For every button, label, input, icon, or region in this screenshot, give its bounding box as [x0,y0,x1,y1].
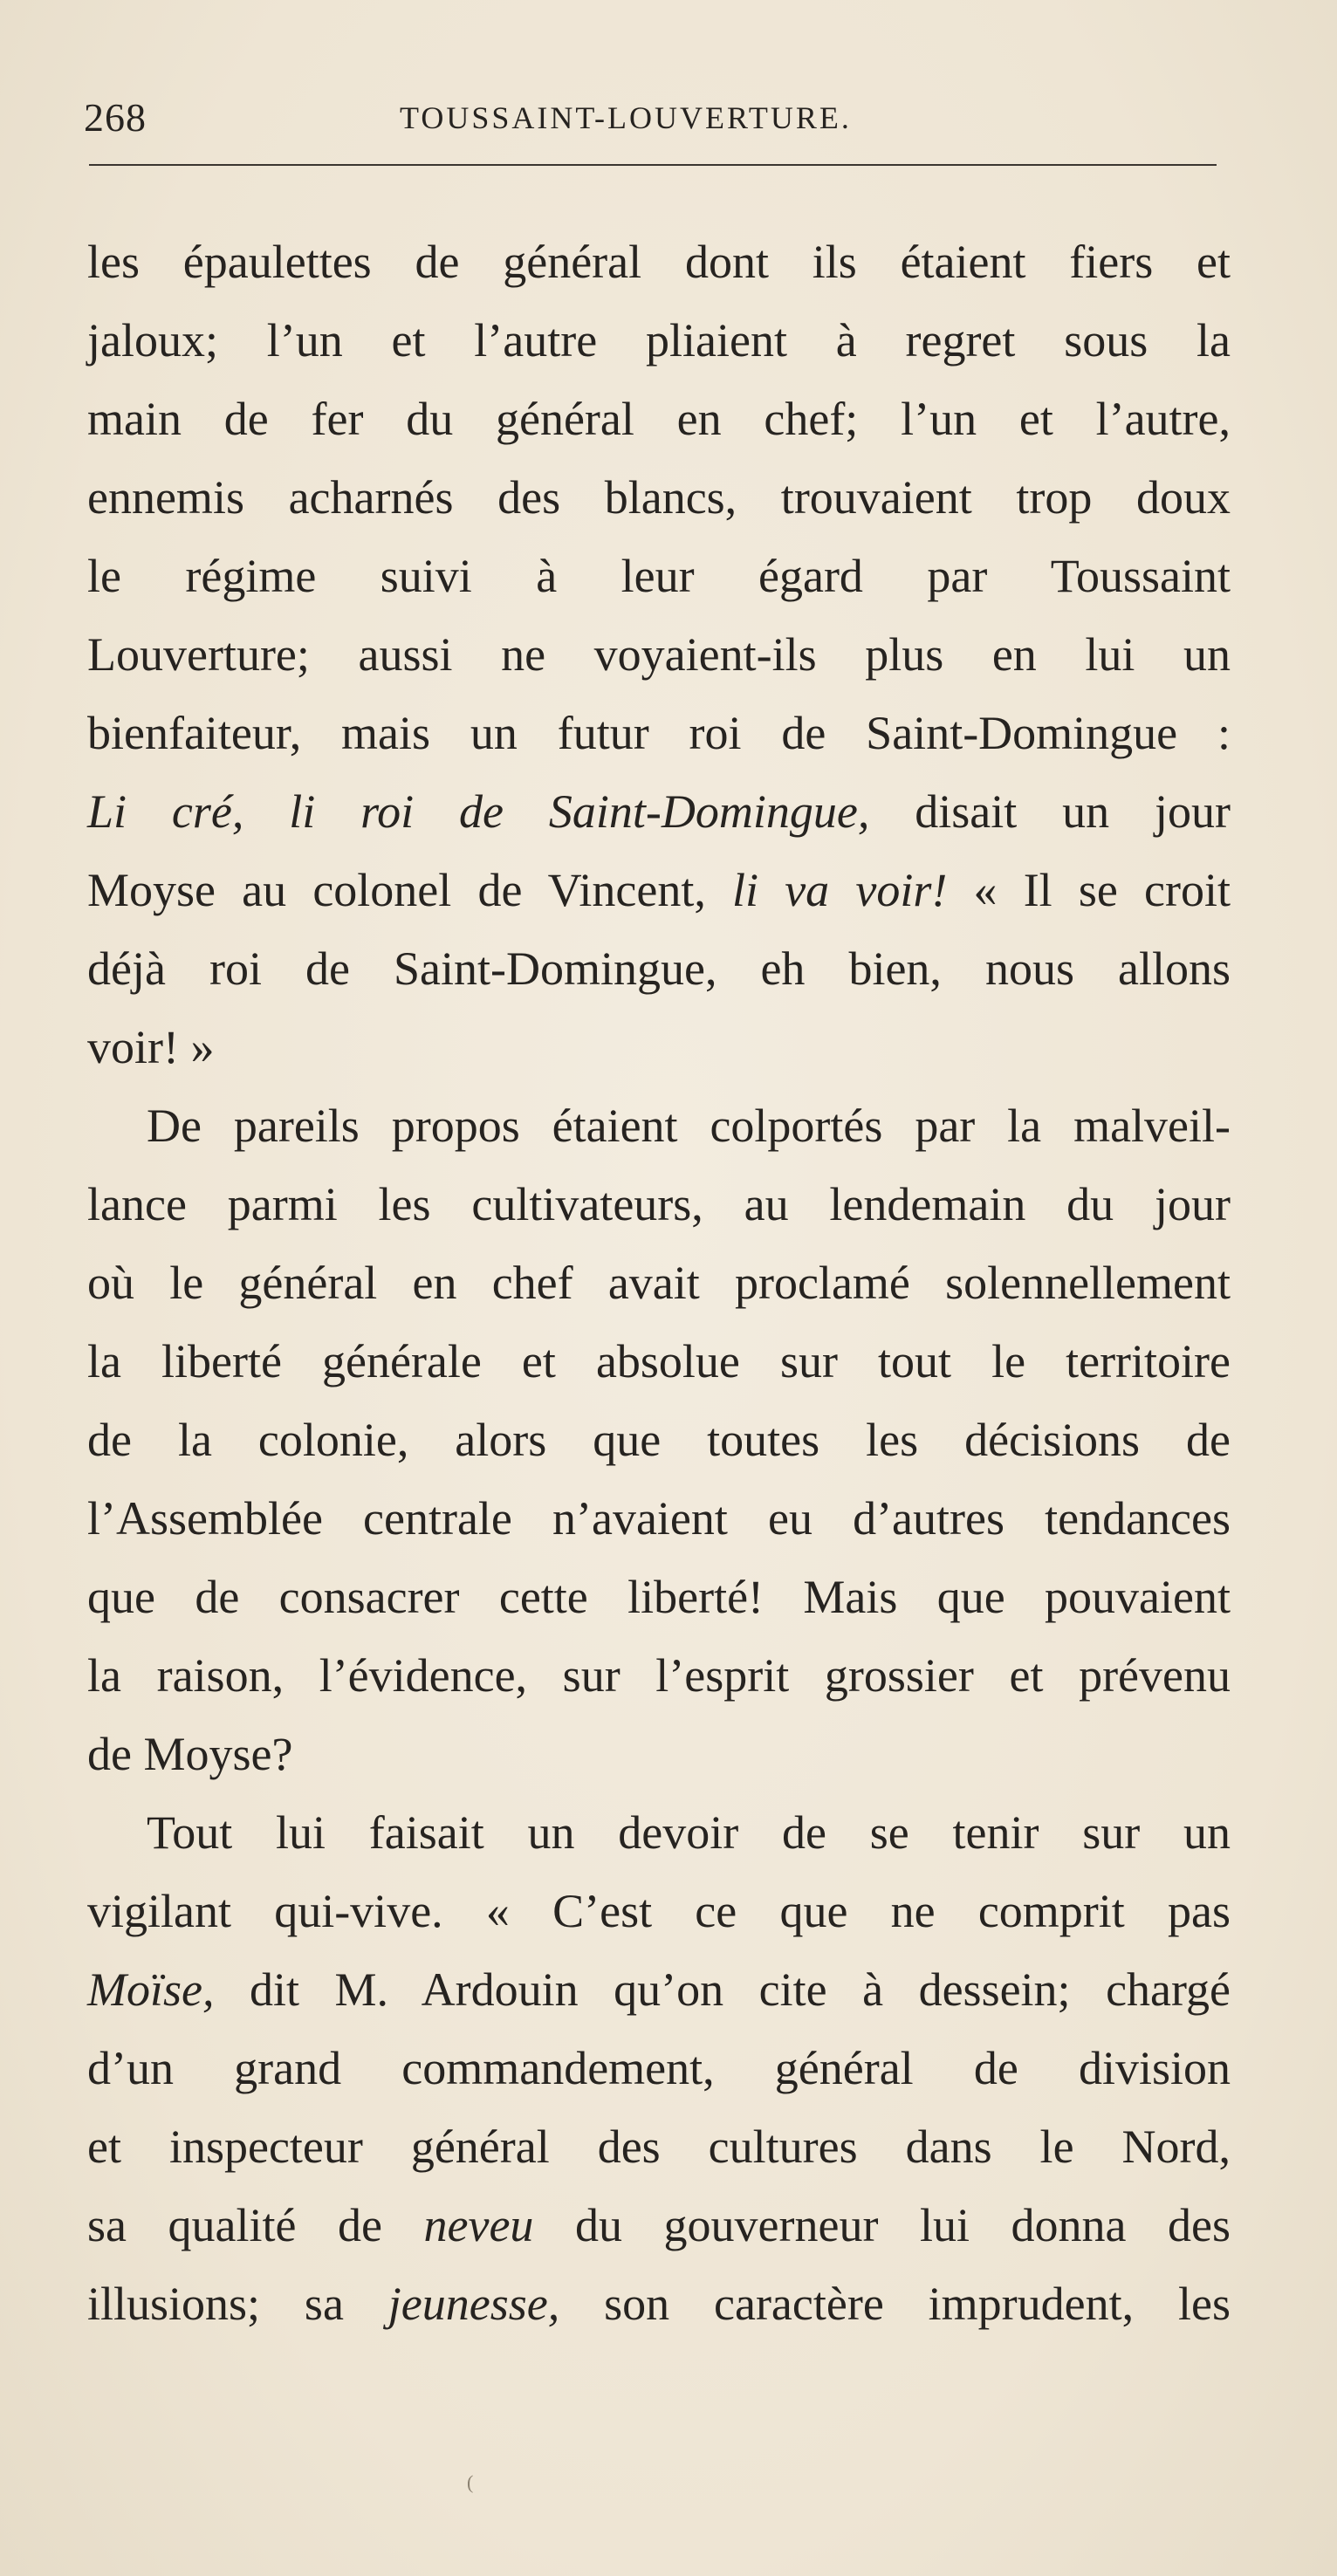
italic-text-segment: Li cré, li roi de Saint-Domingue, [87,785,870,838]
text-segment: illusions; sa [87,2278,388,2330]
text-segment: voir! » [87,1021,215,1073]
text-segment: Tout lui faisait un devoir de se tenir sur un [147,1806,1231,1859]
text-line [87,1636,1231,1715]
text-segment: de la colonie, alors que toutes les décisions de [87,1414,1231,1466]
text-line [87,1322,1231,1401]
text-line [87,2264,1231,2343]
body-text [87,223,1231,2343]
text-segment: jaloux; l’un et l’autre pliaient à regret sous la [87,314,1231,367]
text-segment: ennemis acharnés des blancs, trouvaient trop doux [87,471,1231,524]
text-segment: Moyse au colonel de Vincent, [87,864,733,916]
italic-text-segment: li va voir! [732,864,948,916]
text-segment: De pareils propos étaient colportés par la malveil- [147,1100,1231,1152]
text-line [87,1950,1231,2029]
text-line [87,2186,1231,2264]
text-line [87,851,1231,929]
text-segment: et inspecteur général des cultures dans le Nord, [87,2120,1231,2173]
text-segment: disait un jour [869,785,1231,838]
running-title: TOUSSAINT-LOUVERTURE. [400,100,852,135]
text-segment: les épaulettes de général dont ils étaient fiers et [87,236,1231,288]
text-segment: vigilant qui-vive. « C’est ce que ne comprit pas [87,1885,1231,1937]
text-segment: où le général en chef avait proclamé solennellement [87,1257,1231,1309]
italic-text-segment: neveu [423,2199,534,2251]
text-line [87,1558,1231,1636]
text-segment: l’Assemblée centrale n’avaient eu d’autres tendances [87,1492,1231,1545]
text-line [87,1715,1231,1793]
text-segment: déjà roi de Saint-Domingue, eh bien, nous allons [87,942,1231,995]
text-segment: de Moyse? [87,1728,293,1780]
text-line [87,1008,1231,1086]
text-line [87,301,1231,380]
text-segment: main de fer du général en chef; l’un et l’autre, [87,393,1231,445]
text-segment: du gouverneur lui donna des [533,2199,1231,2251]
text-line [87,537,1231,615]
text-segment: d’un grand commandement, général de division [87,2042,1231,2094]
text-segment: sa qualité de [87,2199,424,2251]
page-number: 268 [84,95,147,140]
text-line [87,1793,1231,1872]
text-line [87,223,1231,301]
text-segment: bienfaiteur, mais un futur roi de Saint-Domingue : [87,707,1231,759]
text-line [87,2107,1231,2186]
text-line [87,1479,1231,1558]
text-segment: la liberté générale et absolue sur tout le territoire [87,1335,1231,1387]
page-header [84,94,1218,147]
text-segment: la raison, l’évidence, sur l’esprit grossier et prévenu [87,1649,1231,1702]
stray-ink-mark: ( [467,2471,474,2493]
text-line [87,772,1231,851]
text-line [87,1165,1231,1243]
text-line [87,1401,1231,1479]
text-line [87,2029,1231,2107]
text-line [87,929,1231,1008]
text-line [87,1086,1231,1165]
italic-text-segment: jeunesse, [387,2278,560,2330]
text-line [87,1243,1231,1322]
text-segment: dit M. Ardouin qu’on cite à dessein; chargé [214,1963,1231,2016]
text-segment: « Il se croit [947,864,1231,916]
header-rule [89,164,1217,166]
text-line [87,458,1231,537]
text-line [87,615,1231,694]
text-segment: Louverture; aussi ne voyaient-ils plus en lui un [87,628,1231,681]
text-segment: son caractère imprudent, les [559,2278,1231,2330]
text-segment: le régime suivi à leur égard par Toussaint [87,550,1231,602]
text-line [87,1872,1231,1950]
italic-text-segment: Moïse, [87,1963,215,2016]
text-line [87,380,1231,458]
text-segment: que de consacrer cette liberté! Mais que pouvaient [87,1571,1231,1623]
text-line [87,694,1231,772]
text-segment: lance parmi les cultivateurs, au lendemain du jour [87,1178,1231,1230]
